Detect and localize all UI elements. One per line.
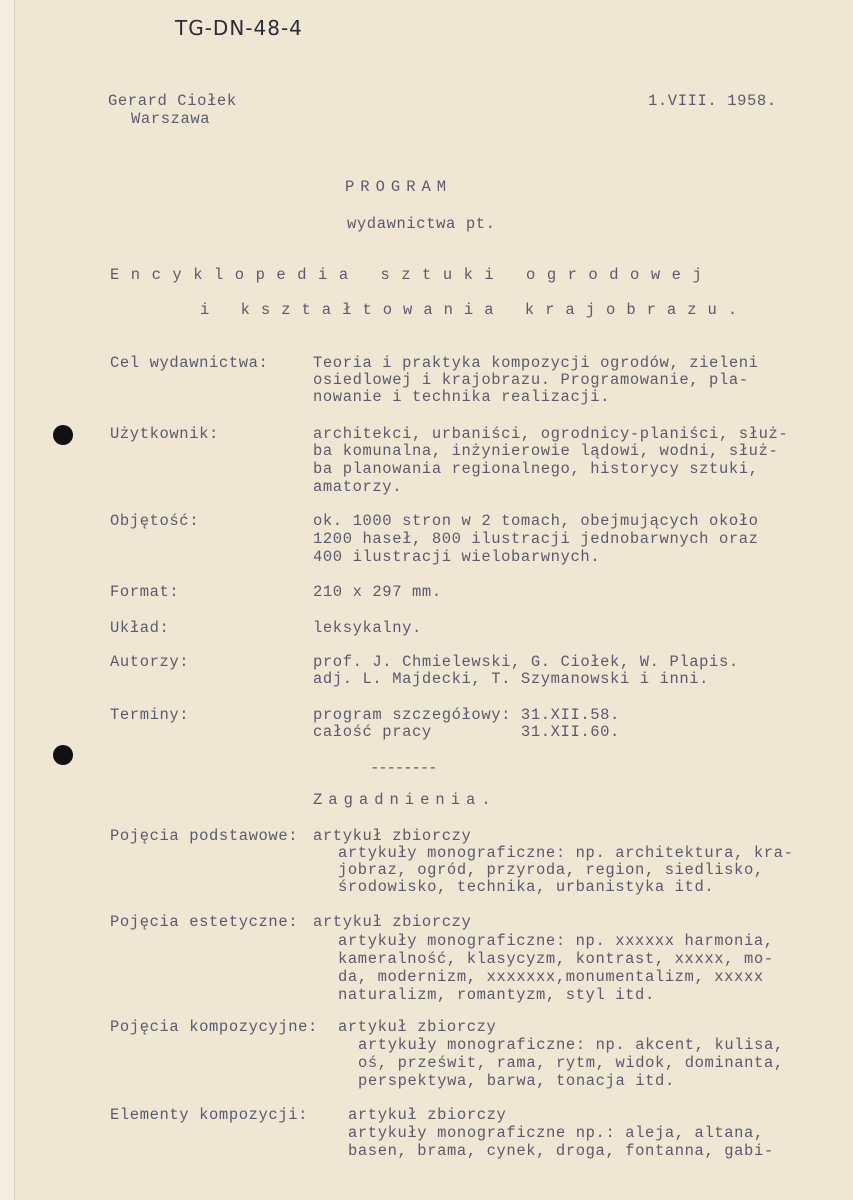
section-line: artykuły monograficzne: np. architektura, kra- [338,844,794,862]
program-subtitle: wydawnictwa pt. [347,215,496,233]
section-first-line: artykuł zbiorczy [313,913,472,931]
field-label-cel: Cel wydawnictwa: [110,354,269,372]
section-label-podstawowe: Pojęcia podstawowe: [110,827,299,845]
field-value-line: 400 ilustracji wielobarwnych. [313,548,601,566]
field-value-line: amatorzy. [313,478,403,496]
field-label-terminy: Terminy: [110,706,190,724]
field-value-line: leksykalny. [313,619,422,637]
section-label-elementy: Elementy kompozycji: [110,1106,309,1124]
section-first-line: artykuł zbiorczy [348,1106,507,1124]
field-label-autorzy: Autorzy: [110,653,190,671]
zagadnienia-heading: Zagadnienia. [313,791,497,809]
author-name: Gerard Ciołek [108,92,237,110]
program-title: PROGRAM [345,178,453,196]
field-value-line: osiedlowej i krajobrazu. Programowanie, pla- [313,371,749,389]
field-value-line: ok. 1000 stron w 2 tomach, obejmujących około [313,512,759,530]
encyclopedia-title-line2: i kształtowania krajobrazu. [200,301,749,319]
punch-hole-top [53,425,73,445]
section-line: da, modernizm, xxxxxxx,monumentalizm, xxxxx [338,968,764,986]
field-value-line: ba planowania regionalnego, historycy sztuki, [313,460,759,478]
section-line: jobraz, ogród, przyroda, region, siedlisko, [338,861,764,879]
field-value-line: 210 x 297 mm. [313,583,442,601]
field-value-line: Teoria i praktyka kompozycji ogrodów, zieleni [313,354,759,372]
field-label-uklad: Układ: [110,619,170,637]
field-value-line: całość pracy 31.XII.60. [313,723,620,741]
section-line: środowisko, technika, urbanistyka itd. [338,878,715,896]
section-line: basen, brama, cynek, droga, fontanna, gabi- [348,1142,774,1160]
section-line: perspektywa, barwa, tonacja itd. [358,1072,675,1090]
section-label-estetyczne: Pojęcia estetyczne: [110,913,299,931]
document-date: 1.VIII. 1958. [648,92,777,110]
field-value-line: nowanie i technika realizacji. [313,388,611,406]
handwritten-doc-id: TG-DN-48-4 [175,16,303,40]
field-value-line: 1200 haseł, 800 ilustracji jednobarwnych oraz [313,530,759,548]
field-value-line: program szczegółowy: 31.XII.58. [313,706,620,724]
author-city: Warszawa [131,110,211,128]
field-value-line: ba komunalna, inżynierowie lądowi, wodni, służ- [313,442,779,460]
binder-strip [0,0,14,1200]
section-first-line: artykuł zbiorczy [338,1018,497,1036]
field-value-line: prof. J. Chmielewski, G. Ciołek, W. Plapis. [313,653,739,671]
separator-rule: -------- [370,759,437,777]
section-line: artykuły monograficzne: np. akcent, kulisa, [358,1036,784,1054]
field-label-objetosc: Objętość: [110,512,200,530]
punch-hole-bottom [53,745,73,765]
field-label-uzytkownik: Użytkownik: [110,425,219,443]
section-label-kompozycyjne: Pojęcia kompozycyjne: [110,1018,318,1036]
section-line: artykuły monograficzne: np. xxxxxx harmonia, [338,932,774,950]
section-line: kameralność, klasycyzm, kontrast, xxxxx, mo- [338,950,774,968]
section-line: naturalizm, romantyzm, styl itd. [338,986,655,1004]
encyclopedia-title-line1: Encyklopedia sztuki ogrodowej [110,266,714,284]
section-line: oś, prześwit, rama, rytm, widok, dominanta, [358,1054,784,1072]
section-line: artykuły monograficzne np.: aleja, altana, [348,1124,764,1142]
section-first-line: artykuł zbiorczy [313,827,472,845]
field-value-line: architekci, urbaniści, ogrodnicy-planiści, służ- [313,425,789,443]
field-value-line: adj. L. Majdecki, T. Szymanowski i inni. [313,670,710,688]
field-label-format: Format: [110,583,180,601]
